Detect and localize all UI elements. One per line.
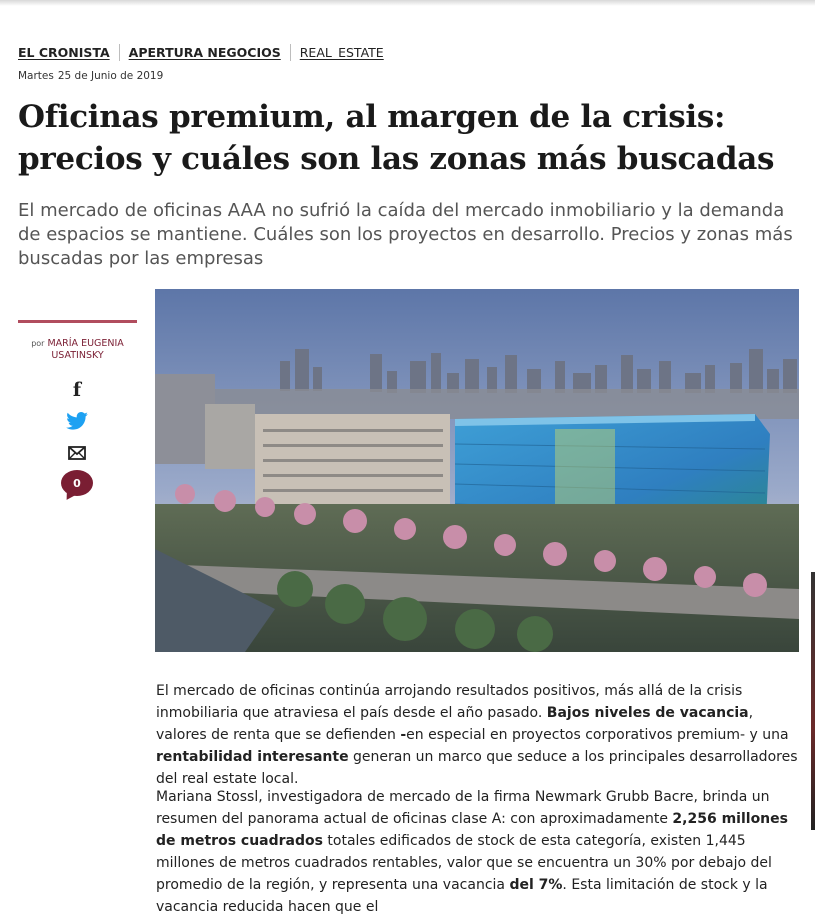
text-run: . Esta limitación de stock y la vacancia reducida hacen que el (156, 877, 768, 915)
bold-text-run: 2,256 millones de metros cuadrados (156, 811, 788, 849)
facebook-icon: f (72, 379, 82, 401)
bold-text-run: Bajos niveles de vacancia (546, 705, 749, 721)
bold-text-run: - (400, 727, 407, 743)
publish-weekday: Martes (18, 70, 54, 82)
text-run: generan un marco que seduce a los principales desarrolladores del real estate local. (156, 749, 798, 787)
text-run: El mercado de oficinas continúa arrojando resultados positivos, más allá de la crisis inmobiliaria que atraviesa el país desde el año pasado. (156, 683, 743, 721)
author-name-link[interactable]: MARÍA EUGENIA USATINSKY (47, 338, 124, 361)
comments-button[interactable] (58, 470, 96, 496)
share-facebook-button[interactable] (58, 380, 96, 400)
text-run: totales edificados de stock de esta categoría, existen 1,445 millones de metros cuadrados rentables, valor que se encuentra un 30% por debajo del promedio de la región, y representa una vacancia (156, 833, 772, 893)
author-prefix: por (31, 339, 45, 348)
bold-text-run: del 7% (509, 877, 563, 893)
breadcrumb (18, 44, 384, 61)
author-divider (18, 320, 137, 323)
breadcrumb-divider (290, 44, 291, 61)
author-byline (18, 338, 137, 362)
text-run: en especial en proyectos corporativos premium- y una (406, 727, 789, 743)
publish-date-full: 25 de Junio de 2019 (57, 70, 164, 82)
comment-icon (61, 470, 93, 496)
breadcrumb-subsection-link[interactable]: APERTURA NEGOCIOS (128, 45, 281, 60)
share-twitter-button[interactable] (58, 412, 96, 430)
text-run: Mariana Stossl, investigadora de mercado de la firma Newmark Grubb Bacre, brinda un resumen del panorama actual de oficinas clase A: con aproximadamente (156, 789, 770, 827)
publish-date (18, 70, 163, 82)
article-summary: El mercado de oficinas AAA no sufrió la caída del mercado inmobiliario y la demanda de espacios se mantiene. Cuáles son los proyectos en desarrollo. Precios y zonas más buscadas por las empresas (18, 200, 793, 269)
twitter-icon (66, 412, 88, 430)
mail-icon (68, 446, 86, 460)
breadcrumb-tag-link[interactable]: REAL_ESTATE (299, 45, 384, 60)
article-paragraph-1 (156, 680, 806, 790)
breadcrumb-divider (119, 44, 120, 61)
breadcrumb-section-link[interactable]: EL CRONISTA (18, 45, 110, 60)
text-run: , valores de renta que se defienden (156, 705, 754, 743)
article-photo (155, 289, 799, 652)
article-headline: Oficinas premium, al margen de la crisis: precios y cuáles son las zonas más buscadas (18, 99, 775, 177)
article-paragraph-2 (156, 786, 806, 918)
top-shadow (0, 0, 815, 6)
share-mail-button[interactable] (58, 446, 96, 460)
adjacent-ad-edge (811, 572, 815, 830)
comment-count: 0 (73, 476, 81, 490)
bold-text-run: rentabilidad interesante (156, 749, 349, 765)
